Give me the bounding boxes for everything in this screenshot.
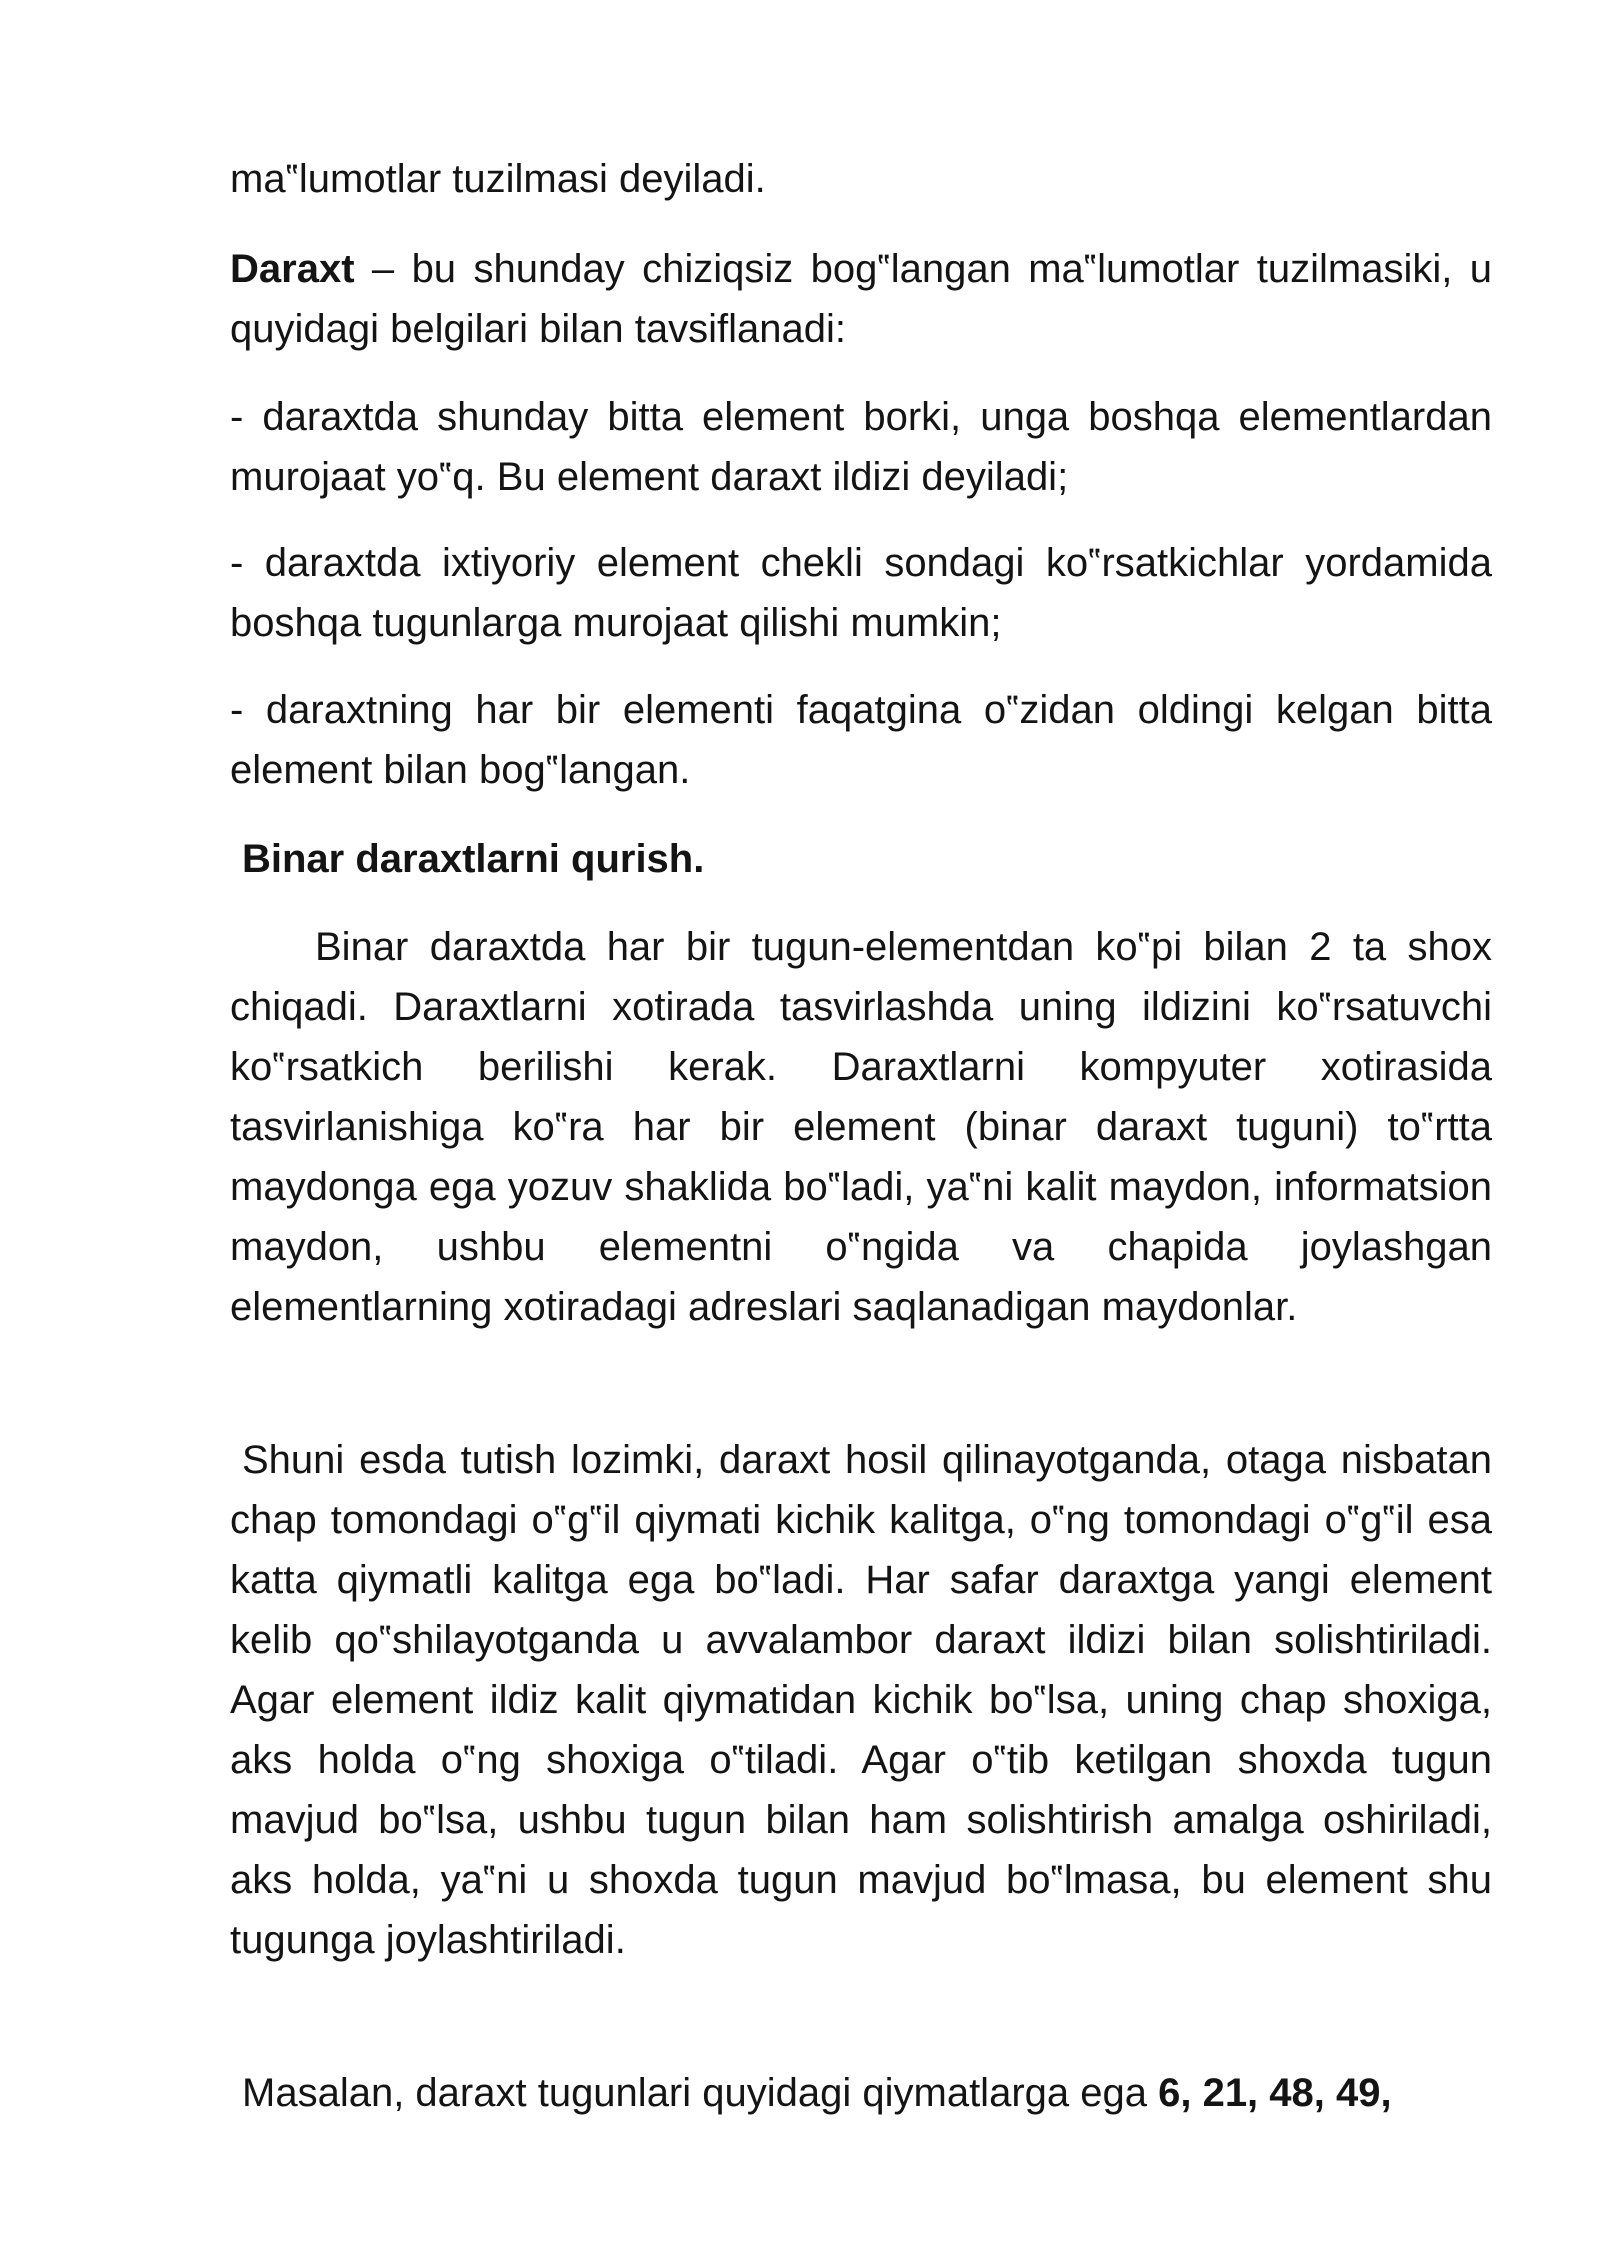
list-item-pointers: - daraxtda ixtiyoriy element chekli sondagi ko‟rsatkichlar yordamida boshqa tugunlarga murojaat qilishi mumkin; [230, 541, 1492, 645]
list-item-parent-link: - daraxtning har bir elementi faqatgina o‟zidan oldingi kelgan bitta element bilan bog‟langan. [230, 688, 1492, 792]
paragraph-tree-definition [230, 239, 1492, 359]
tree-definition-text: – bu shunday chiziqsiz bog‟langan ma‟lumotlar tuzilmasiki, u quyidagi belgilari bilan tavsiflanadi: [230, 247, 1492, 351]
list-item-root: - daraxtda shunday bitta element borki, unga boshqa elementlardan murojaat yo‟q. Bu element daraxt ildizi deyiladi; [230, 395, 1492, 499]
section-heading: Binar daraxtlarni qurish. [242, 837, 705, 881]
paragraph-example [230, 2063, 1392, 2123]
paragraph-intro-end: ma‟lumotlar tuzilmasi deyiladi. [230, 157, 766, 201]
example-values: 6, 21, 48, 49, [1158, 2071, 1392, 2115]
example-text: Masalan, daraxt tugunlari quyidagi qiymatlarga ega [242, 2071, 1159, 2115]
term-daraxt: Daraxt [230, 247, 355, 291]
paragraph-binary-tree: Binar daraxtda har bir tugun-elementdan ko‟pi bilan 2 ta shox chiqadi. Daraxtlarni xotirada tasvirlashda uning ildizini ko‟rsatuvchi ko‟rsatkich berilishi kerak. Daraxtlarni kompyuter xotirasida tasvirlanishiga ko‟ra har bir element (binar daraxt tuguni) to‟rtta maydonga ega yozuv shaklida bo‟ladi, ya‟ni kalit maydon, informatsion maydon, ushbu elementni o‟ngida va chapida joylashgan elementlarning xotiradagi adreslari saqlanadigan maydonlar. [230, 925, 1492, 1329]
paragraph-insertion-rule: Shuni esda tutish lozimki, daraxt hosil qilinayotganda, otaga nisbatan chap tomondagi o‟g‟il qiymati kichik kalitga, o‟ng tomondagi o‟g‟il esa katta qiymatli kalitga ega bo‟ladi. Har safar daraxtga yangi element kelib qo‟shilayotganda u avvalambor daraxt ildizi bilan solishtiriladi. Agar element ildiz kalit qiymatidan kichik bo‟lsa, uning chap shoxiga, aks holda o‟ng shoxiga o‟tiladi. Agar o‟tib ketilgan shoxda tugun mavjud bo‟lsa, ushbu tugun bilan ham solishtirish amalga oshiriladi, aks holda, ya‟ni u shoxda tugun mavjud bo‟lmasa, bu element shu tugunga joylashtiriladi. [230, 1438, 1492, 1962]
